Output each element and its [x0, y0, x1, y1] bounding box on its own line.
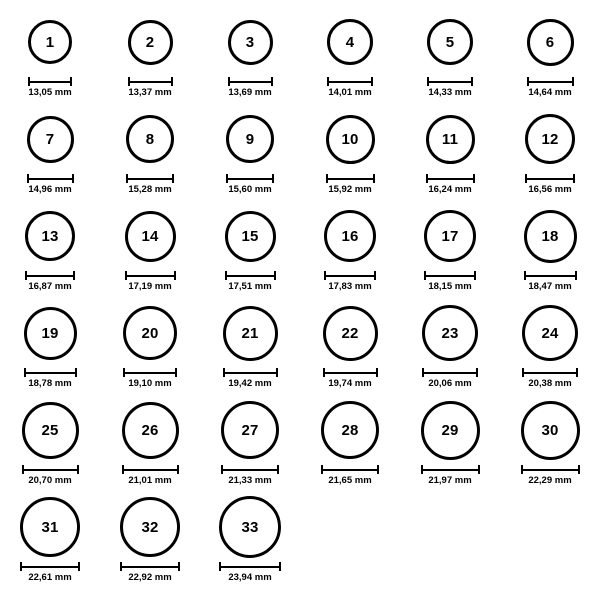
ring-size-cell	[300, 396, 400, 493]
measure-tick-right	[177, 465, 179, 474]
measure-bar	[25, 275, 75, 277]
measure-tick-left	[120, 562, 122, 571]
measure-bar	[219, 566, 281, 568]
ring-circle-wrap	[422, 299, 478, 367]
measure-tick-left	[524, 271, 526, 280]
measure-bar	[226, 178, 274, 180]
ring-size-label: 10	[341, 130, 359, 148]
measure-tick-left	[24, 368, 26, 377]
measure-tick-right	[373, 174, 375, 183]
ring-circle	[24, 307, 77, 360]
ring-size-label: 8	[145, 130, 155, 148]
ring-size-label: 9	[245, 130, 255, 148]
measure-tick-right	[476, 368, 478, 377]
diameter-measure-line	[219, 562, 281, 571]
ring-circle	[22, 402, 79, 459]
ring-circle-wrap	[221, 396, 279, 464]
diameter-measure-line	[323, 368, 378, 377]
ring-circle-wrap	[122, 396, 179, 464]
measure-tick-left	[422, 368, 424, 377]
ring-circle-wrap	[27, 105, 74, 173]
diameter-measure-line	[223, 368, 278, 377]
ring-size-label: 23	[441, 324, 459, 342]
ring-diameter-label: 19,74 mm	[328, 378, 372, 389]
measure-tick-right	[271, 77, 273, 86]
measure-tick-left	[122, 465, 124, 474]
diameter-measure-line	[527, 77, 574, 86]
ring-size-cell	[0, 105, 100, 202]
diameter-measure-line	[324, 271, 376, 280]
ring-size-cell	[300, 105, 400, 202]
measure-bar	[327, 81, 373, 83]
measure-bar	[22, 469, 79, 471]
ring-diameter-label: 20,06 mm	[428, 378, 472, 389]
ring-size-cell	[500, 299, 600, 396]
measure-tick-right	[578, 465, 580, 474]
ring-circle-wrap	[323, 299, 378, 367]
ring-circle	[120, 497, 180, 557]
ring-circle	[427, 19, 473, 65]
measure-bar	[424, 275, 476, 277]
ring-circle-wrap	[228, 8, 273, 76]
measure-tick-left	[521, 465, 523, 474]
diameter-measure-line	[321, 465, 379, 474]
measure-tick-left	[221, 465, 223, 474]
measure-bar	[122, 469, 179, 471]
ring-diameter-label: 19,10 mm	[128, 378, 172, 389]
ring-diameter-label: 21,01 mm	[128, 475, 172, 486]
ring-size-cell	[300, 8, 400, 105]
ring-circle	[522, 305, 578, 361]
measure-tick-left	[426, 174, 428, 183]
ring-circle-wrap	[126, 105, 174, 173]
ring-diameter-label: 21,97 mm	[428, 475, 472, 486]
measure-bar	[321, 469, 379, 471]
ring-diameter-label: 15,28 mm	[128, 184, 172, 195]
ring-circle-wrap	[324, 202, 376, 270]
measure-tick-left	[324, 271, 326, 280]
ring-size-label: 5	[445, 33, 455, 51]
ring-size-label: 2	[145, 33, 155, 51]
ring-circle	[125, 211, 176, 262]
ring-circle	[28, 20, 72, 64]
ring-diameter-label: 14,01 mm	[328, 87, 372, 98]
ring-size-cell	[200, 105, 300, 202]
ring-circle	[225, 211, 276, 262]
ring-size-label: 30	[541, 421, 559, 439]
ring-size-label: 18	[541, 227, 559, 245]
measure-bar	[221, 469, 279, 471]
ring-circle-wrap	[525, 105, 575, 173]
ring-circle-wrap	[22, 396, 79, 464]
diameter-measure-line	[326, 174, 375, 183]
ring-circle-wrap	[123, 299, 177, 367]
diameter-measure-line	[24, 368, 77, 377]
ring-diameter-label: 17,51 mm	[228, 281, 272, 292]
ring-size-cell	[200, 396, 300, 493]
measure-tick-left	[226, 174, 228, 183]
ring-circle	[228, 20, 273, 65]
ring-size-cell	[400, 105, 500, 202]
ring-size-cell	[0, 299, 100, 396]
ring-size-cell	[400, 299, 500, 396]
measure-bar	[24, 372, 77, 374]
measure-tick-right	[172, 174, 174, 183]
ring-size-cell	[0, 396, 100, 493]
measure-tick-left	[20, 562, 22, 571]
diameter-measure-line	[422, 368, 478, 377]
ring-diameter-label: 16,24 mm	[428, 184, 472, 195]
ring-circle-wrap	[20, 493, 80, 561]
diameter-measure-line	[225, 271, 276, 280]
measure-tick-right	[272, 174, 274, 183]
measure-tick-right	[72, 174, 74, 183]
ring-size-cell	[200, 493, 300, 590]
measure-bar	[421, 469, 480, 471]
ring-size-cell	[0, 202, 100, 299]
diameter-measure-line	[123, 368, 177, 377]
ring-size-label: 17	[441, 227, 459, 245]
ring-diameter-label: 21,65 mm	[328, 475, 372, 486]
ring-circle-wrap	[223, 299, 278, 367]
measure-tick-right	[576, 368, 578, 377]
ring-size-cell	[400, 8, 500, 105]
ring-diameter-label: 20,70 mm	[28, 475, 72, 486]
diameter-measure-line	[524, 271, 577, 280]
ring-size-label: 3	[245, 33, 255, 51]
ring-size-label: 14	[141, 227, 159, 245]
measure-bar	[120, 566, 180, 568]
measure-bar	[126, 178, 174, 180]
ring-circle	[20, 497, 80, 557]
measure-tick-right	[474, 271, 476, 280]
ring-size-label: 25	[41, 421, 59, 439]
ring-size-label: 11	[441, 130, 459, 148]
ring-circle	[221, 401, 279, 459]
measure-bar	[228, 81, 273, 83]
ring-size-cell	[300, 202, 400, 299]
measure-tick-right	[573, 174, 575, 183]
measure-tick-left	[424, 271, 426, 280]
measure-tick-right	[374, 271, 376, 280]
measure-tick-right	[471, 77, 473, 86]
ring-circle	[123, 306, 177, 360]
measure-bar	[125, 275, 176, 277]
ring-diameter-label: 14,64 mm	[528, 87, 572, 98]
diameter-measure-line	[427, 77, 473, 86]
measure-bar	[422, 372, 478, 374]
ring-diameter-label: 20,38 mm	[528, 378, 572, 389]
measure-tick-right	[70, 77, 72, 86]
ring-circle-wrap	[128, 8, 173, 76]
diameter-measure-line	[128, 77, 173, 86]
ring-size-label: 29	[441, 421, 459, 439]
ring-circle-wrap	[527, 8, 574, 76]
ring-size-label: 28	[341, 421, 359, 439]
measure-tick-left	[223, 368, 225, 377]
ring-diameter-label: 14,96 mm	[28, 184, 72, 195]
ring-size-label: 15	[241, 227, 259, 245]
diameter-measure-line	[525, 174, 575, 183]
ring-circle	[525, 114, 575, 164]
measure-bar	[323, 372, 378, 374]
ring-circle-wrap	[28, 8, 72, 76]
ring-circle-wrap	[421, 396, 480, 464]
ring-circle-wrap	[327, 8, 373, 76]
ring-size-label: 22	[341, 324, 359, 342]
ring-diameter-label: 13,69 mm	[228, 87, 272, 98]
ring-size-cell	[500, 105, 600, 202]
ring-size-label: 20	[141, 324, 159, 342]
ring-circle	[126, 115, 174, 163]
ring-circle	[219, 496, 281, 558]
measure-tick-right	[371, 77, 373, 86]
ring-circle	[27, 116, 74, 163]
diameter-measure-line	[22, 465, 79, 474]
ring-diameter-label: 16,87 mm	[28, 281, 72, 292]
measure-tick-right	[78, 562, 80, 571]
ring-size-label: 24	[541, 324, 559, 342]
diameter-measure-line	[424, 271, 476, 280]
ring-circle	[424, 210, 476, 262]
measure-tick-right	[77, 465, 79, 474]
ring-size-cell	[400, 396, 500, 493]
ring-circle	[128, 20, 173, 65]
ring-circle	[324, 210, 376, 262]
measure-tick-right	[276, 368, 278, 377]
measure-tick-right	[175, 368, 177, 377]
ring-size-cell	[100, 299, 200, 396]
ring-circle	[25, 211, 75, 261]
measure-tick-right	[171, 77, 173, 86]
measure-bar	[123, 372, 177, 374]
measure-bar	[28, 81, 72, 83]
diameter-measure-line	[28, 77, 72, 86]
measure-bar	[522, 372, 578, 374]
measure-bar	[524, 275, 577, 277]
measure-tick-left	[527, 77, 529, 86]
measure-tick-right	[274, 271, 276, 280]
ring-circle	[521, 401, 580, 460]
ring-diameter-label: 23,94 mm	[228, 572, 272, 583]
ring-size-cell	[200, 202, 300, 299]
measure-bar	[128, 81, 173, 83]
ring-circle-wrap	[24, 299, 77, 367]
measure-bar	[20, 566, 80, 568]
ring-size-label: 31	[41, 518, 59, 536]
measure-tick-left	[326, 174, 328, 183]
measure-tick-left	[123, 368, 125, 377]
measure-tick-left	[22, 465, 24, 474]
diameter-measure-line	[25, 271, 75, 280]
ring-size-label: 6	[545, 33, 555, 51]
diameter-measure-line	[126, 174, 174, 183]
ring-size-cell	[200, 8, 300, 105]
ring-size-cell	[0, 8, 100, 105]
measure-tick-left	[427, 77, 429, 86]
measure-bar	[426, 178, 475, 180]
ring-circle	[122, 402, 179, 459]
measure-bar	[223, 372, 278, 374]
ring-diameter-label: 16,56 mm	[528, 184, 572, 195]
ring-circle	[321, 401, 379, 459]
measure-tick-right	[75, 368, 77, 377]
ring-size-label: 1	[45, 33, 55, 51]
ring-circle-wrap	[226, 105, 274, 173]
measure-tick-left	[525, 174, 527, 183]
diameter-measure-line	[226, 174, 274, 183]
measure-tick-left	[323, 368, 325, 377]
ring-size-cell	[400, 202, 500, 299]
ring-circle-wrap	[427, 8, 473, 76]
ring-diameter-label: 21,33 mm	[228, 475, 272, 486]
ring-circle-wrap	[522, 299, 578, 367]
ring-size-label: 26	[141, 421, 159, 439]
ring-circle-wrap	[424, 202, 476, 270]
measure-tick-right	[572, 77, 574, 86]
ring-diameter-label: 14,33 mm	[428, 87, 472, 98]
ring-circle	[327, 19, 373, 65]
ring-circle-wrap	[25, 202, 75, 270]
ring-circle-wrap	[326, 105, 375, 173]
ring-diameter-label: 19,42 mm	[228, 378, 272, 389]
measure-bar	[527, 81, 574, 83]
ring-size-cell	[500, 396, 600, 493]
measure-bar	[27, 178, 74, 180]
measure-tick-left	[321, 465, 323, 474]
ring-diameter-label: 22,92 mm	[128, 572, 172, 583]
measure-tick-left	[219, 562, 221, 571]
ring-size-label: 27	[241, 421, 259, 439]
ring-size-label: 32	[141, 518, 159, 536]
ring-diameter-label: 22,61 mm	[28, 572, 72, 583]
ring-size-cell	[100, 202, 200, 299]
measure-tick-left	[125, 271, 127, 280]
ring-diameter-label: 15,92 mm	[328, 184, 372, 195]
ring-circle-wrap	[521, 396, 580, 464]
diameter-measure-line	[228, 77, 273, 86]
ring-circle-wrap	[225, 202, 276, 270]
ring-circle-wrap	[426, 105, 475, 173]
measure-tick-left	[28, 77, 30, 86]
measure-tick-left	[126, 174, 128, 183]
ring-diameter-label: 18,47 mm	[528, 281, 572, 292]
measure-bar	[427, 81, 473, 83]
ring-size-label: 16	[341, 227, 359, 245]
ring-diameter-label: 17,83 mm	[328, 281, 372, 292]
measure-tick-right	[376, 368, 378, 377]
ring-circle-wrap	[321, 396, 379, 464]
measure-tick-right	[377, 465, 379, 474]
ring-size-label: 13	[41, 227, 59, 245]
measure-tick-right	[174, 271, 176, 280]
measure-tick-left	[225, 271, 227, 280]
measure-bar	[525, 178, 575, 180]
measure-bar	[326, 178, 375, 180]
ring-circle-wrap	[120, 493, 180, 561]
ring-size-cell	[100, 105, 200, 202]
ring-circle-wrap	[524, 202, 577, 270]
ring-circle	[524, 210, 577, 263]
ring-circle	[326, 115, 375, 164]
ring-size-cell	[0, 493, 100, 590]
ring-size-label: 33	[241, 518, 259, 536]
ring-diameter-label: 13,37 mm	[128, 87, 172, 98]
measure-tick-right	[575, 271, 577, 280]
ring-size-cell	[500, 202, 600, 299]
ring-size-label: 7	[45, 130, 55, 148]
diameter-measure-line	[20, 562, 80, 571]
measure-tick-left	[228, 77, 230, 86]
measure-tick-left	[522, 368, 524, 377]
ring-circle	[323, 306, 378, 361]
ring-size-label: 19	[41, 324, 59, 342]
ring-size-label: 21	[241, 324, 259, 342]
ring-size-label: 12	[541, 130, 559, 148]
measure-tick-left	[128, 77, 130, 86]
ring-circle	[421, 401, 480, 460]
diameter-measure-line	[421, 465, 480, 474]
measure-tick-left	[27, 174, 29, 183]
diameter-measure-line	[120, 562, 180, 571]
ring-diameter-label: 17,19 mm	[128, 281, 172, 292]
ring-size-cell	[100, 396, 200, 493]
measure-tick-left	[327, 77, 329, 86]
ring-diameter-label: 18,15 mm	[428, 281, 472, 292]
measure-tick-left	[421, 465, 423, 474]
ring-circle-wrap	[125, 202, 176, 270]
measure-bar	[324, 275, 376, 277]
measure-tick-right	[279, 562, 281, 571]
measure-tick-right	[478, 465, 480, 474]
ring-size-cell	[200, 299, 300, 396]
ring-diameter-label: 22,29 mm	[528, 475, 572, 486]
measure-bar	[225, 275, 276, 277]
diameter-measure-line	[27, 174, 74, 183]
ring-diameter-label: 13,05 mm	[28, 87, 72, 98]
ring-diameter-label: 18,78 mm	[28, 378, 72, 389]
measure-tick-right	[73, 271, 75, 280]
measure-tick-right	[277, 465, 279, 474]
measure-tick-right	[178, 562, 180, 571]
diameter-measure-line	[426, 174, 475, 183]
diameter-measure-line	[327, 77, 373, 86]
ring-size-cell	[100, 8, 200, 105]
ring-size-cell	[100, 493, 200, 590]
ring-size-label: 4	[345, 33, 355, 51]
ring-circle	[527, 19, 574, 66]
ring-circle	[422, 305, 478, 361]
diameter-measure-line	[122, 465, 179, 474]
ring-circle	[223, 306, 278, 361]
measure-tick-right	[473, 174, 475, 183]
diameter-measure-line	[522, 368, 578, 377]
measure-tick-left	[25, 271, 27, 280]
ring-diameter-label: 15,60 mm	[228, 184, 272, 195]
ring-size-cell	[500, 8, 600, 105]
ring-size-cell	[300, 299, 400, 396]
ring-circle	[226, 115, 274, 163]
diameter-measure-line	[521, 465, 580, 474]
measure-bar	[521, 469, 580, 471]
diameter-measure-line	[221, 465, 279, 474]
ring-circle-wrap	[219, 493, 281, 561]
ring-circle	[426, 115, 475, 164]
diameter-measure-line	[125, 271, 176, 280]
